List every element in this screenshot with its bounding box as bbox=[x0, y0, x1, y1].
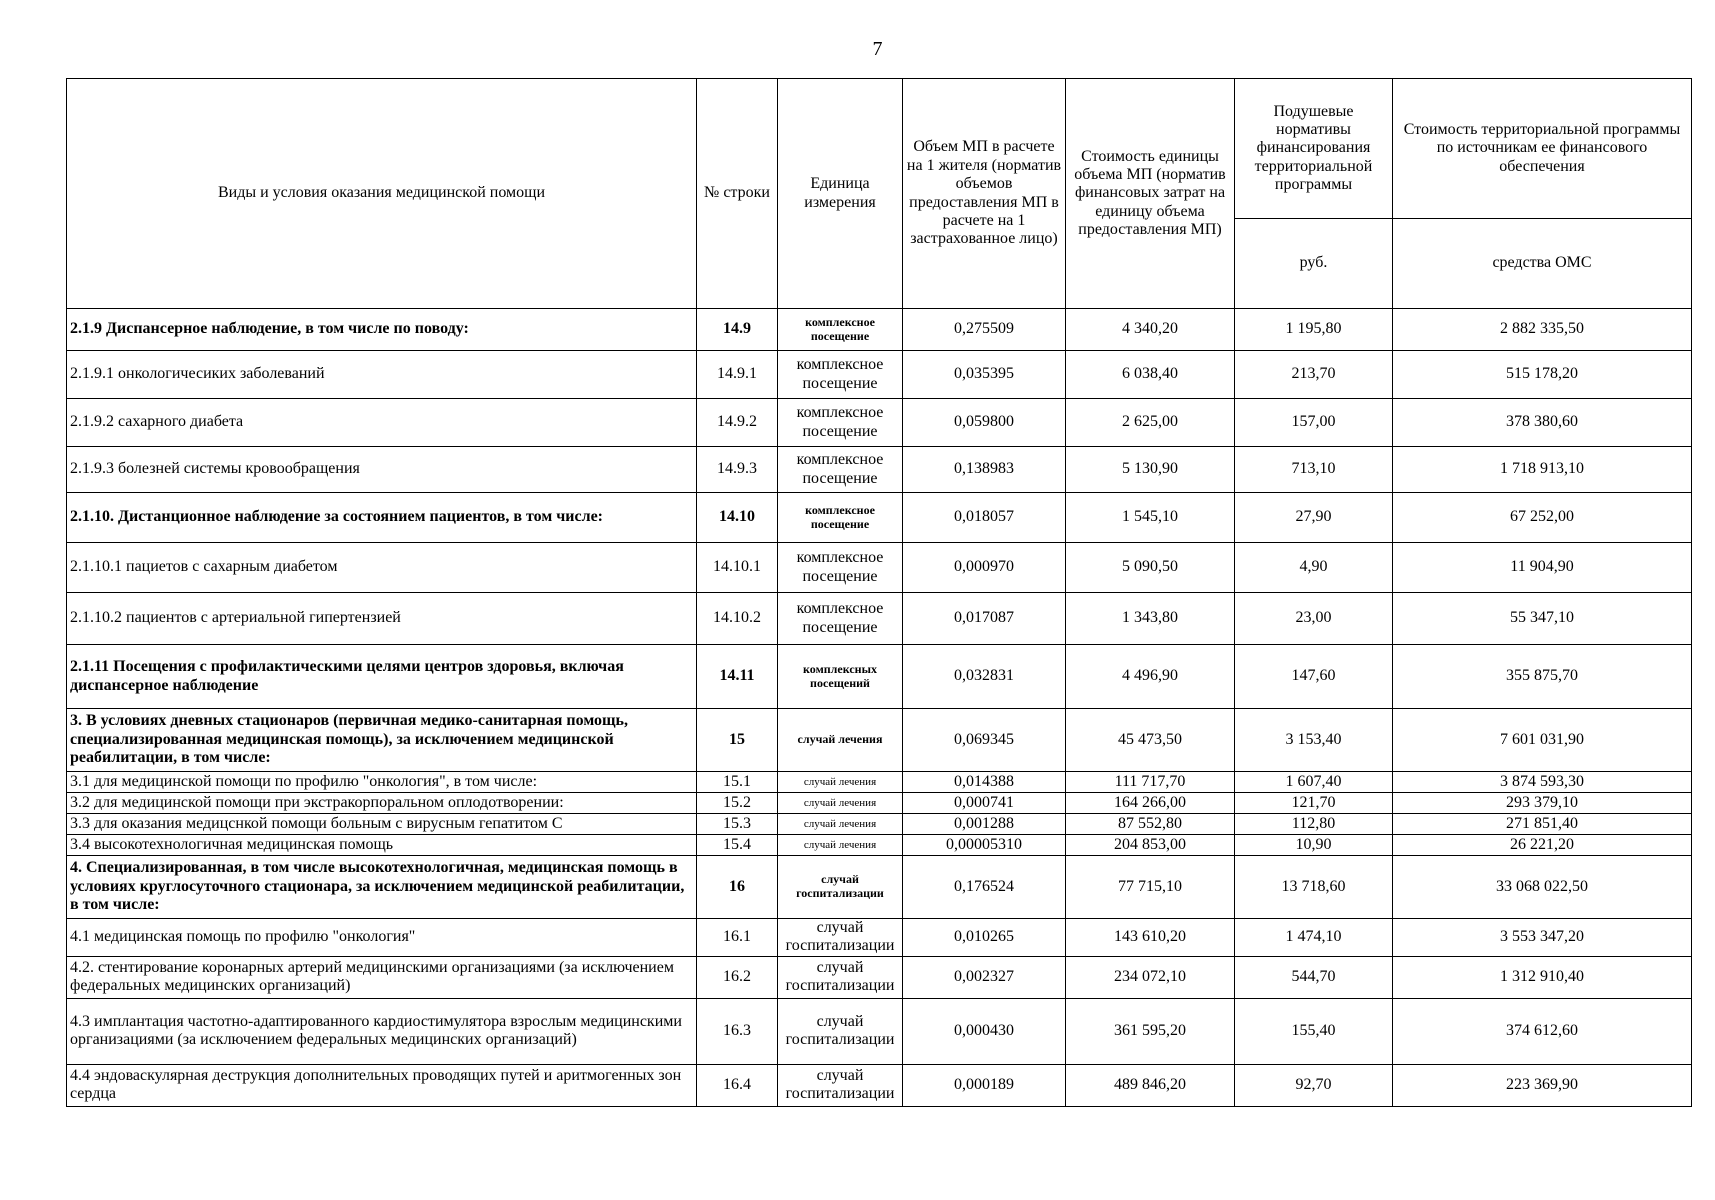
row-cost: 1 343,80 bbox=[1066, 593, 1235, 645]
row-cost: 6 038,40 bbox=[1066, 351, 1235, 399]
row-cost: 45 473,50 bbox=[1066, 709, 1235, 772]
row-unit: случай госпитализации bbox=[778, 998, 903, 1064]
row-volume: 0,000430 bbox=[903, 998, 1066, 1064]
row-program-cost: 11 904,90 bbox=[1393, 543, 1692, 593]
row-unit: случай лечения bbox=[778, 772, 903, 793]
row-line-number: 15.1 bbox=[697, 772, 778, 793]
row-name: 4.4 эндоваскулярная деструкция дополнительных проводящих путей и аритмогенных зон сердца bbox=[67, 1064, 697, 1106]
row-cost: 2 625,00 bbox=[1066, 399, 1235, 447]
row-unit: комплексное посещение bbox=[778, 593, 903, 645]
row-line-number: 15 bbox=[697, 709, 778, 772]
row-cost: 77 715,10 bbox=[1066, 856, 1235, 919]
row-cost: 143 610,20 bbox=[1066, 919, 1235, 957]
table-row bbox=[67, 772, 1692, 793]
row-program-cost: 378 380,60 bbox=[1393, 399, 1692, 447]
row-per-capita: 112,80 bbox=[1235, 814, 1393, 835]
row-program-cost: 26 221,20 bbox=[1393, 835, 1692, 856]
row-unit: случай лечения bbox=[778, 835, 903, 856]
row-per-capita: 27,90 bbox=[1235, 493, 1393, 543]
header-line-no: № строки bbox=[697, 79, 778, 309]
row-program-cost: 3 553 347,20 bbox=[1393, 919, 1692, 957]
row-program-cost: 55 347,10 bbox=[1393, 593, 1692, 645]
row-unit: комплексное посещение bbox=[778, 309, 903, 351]
row-program-cost: 355 875,70 bbox=[1393, 645, 1692, 709]
row-cost: 1 545,10 bbox=[1066, 493, 1235, 543]
row-cost: 4 340,20 bbox=[1066, 309, 1235, 351]
row-unit: случай лечения bbox=[778, 709, 903, 772]
header-volume: Объем МП в расчете на 1 жителя (норматив объемов предоставления МП в расчете на 1 застрахованное лицо) bbox=[903, 79, 1066, 309]
row-program-cost: 1 312 910,40 bbox=[1393, 956, 1692, 998]
row-line-number: 16.2 bbox=[697, 956, 778, 998]
row-volume: 0,014388 bbox=[903, 772, 1066, 793]
table-row bbox=[67, 309, 1692, 351]
header-program-cost-source: средства ОМС bbox=[1393, 219, 1692, 309]
row-per-capita: 4,90 bbox=[1235, 543, 1393, 593]
table-row bbox=[67, 856, 1692, 919]
row-program-cost: 515 178,20 bbox=[1393, 351, 1692, 399]
row-per-capita: 157,00 bbox=[1235, 399, 1393, 447]
table-row bbox=[67, 919, 1692, 957]
row-cost: 4 496,90 bbox=[1066, 645, 1235, 709]
row-line-number: 14.9.1 bbox=[697, 351, 778, 399]
row-program-cost: 3 874 593,30 bbox=[1393, 772, 1692, 793]
row-line-number: 14.10 bbox=[697, 493, 778, 543]
header-cost: Стоимость единицы объема МП (норматив финансовых затрат на единицу объема предоставления МП) bbox=[1066, 79, 1235, 309]
table-row bbox=[67, 956, 1692, 998]
row-name: 2.1.11 Посещения с профилактическими целями центров здоровья, включая диспансерное наблюдение bbox=[67, 645, 697, 709]
row-line-number: 16.3 bbox=[697, 998, 778, 1064]
row-per-capita: 147,60 bbox=[1235, 645, 1393, 709]
row-cost: 5 090,50 bbox=[1066, 543, 1235, 593]
row-line-number: 16.1 bbox=[697, 919, 778, 957]
row-line-number: 15.4 bbox=[697, 835, 778, 856]
row-line-number: 14.11 bbox=[697, 645, 778, 709]
row-per-capita: 713,10 bbox=[1235, 447, 1393, 493]
row-name: 3.1 для медицинской помощи по профилю "онкология", в том числе: bbox=[67, 772, 697, 793]
row-per-capita: 213,70 bbox=[1235, 351, 1393, 399]
row-program-cost: 1 718 913,10 bbox=[1393, 447, 1692, 493]
row-cost: 111 717,70 bbox=[1066, 772, 1235, 793]
row-name: 3.4 высокотехнологичная медицинская помощь bbox=[67, 835, 697, 856]
row-volume: 0,017087 bbox=[903, 593, 1066, 645]
row-name: 2.1.9.2 сахарного диабета bbox=[67, 399, 697, 447]
row-program-cost: 223 369,90 bbox=[1393, 1064, 1692, 1106]
row-per-capita: 10,90 bbox=[1235, 835, 1393, 856]
row-per-capita: 1 195,80 bbox=[1235, 309, 1393, 351]
row-volume: 0,275509 bbox=[903, 309, 1066, 351]
row-per-capita: 1 474,10 bbox=[1235, 919, 1393, 957]
row-cost: 489 846,20 bbox=[1066, 1064, 1235, 1106]
row-unit: случай госпитализации bbox=[778, 919, 903, 957]
row-line-number: 15.2 bbox=[697, 793, 778, 814]
row-name: 3. В условиях дневных стационаров (первичная медико-санитарная помощь, специализированная медицинская помощь), за исключением медицинской реабилитации, в том числе: bbox=[67, 709, 697, 772]
row-per-capita: 155,40 bbox=[1235, 998, 1393, 1064]
row-program-cost: 67 252,00 bbox=[1393, 493, 1692, 543]
row-name: 2.1.9.1 онкологичесиких заболеваний bbox=[67, 351, 697, 399]
row-unit: комплексное посещение bbox=[778, 399, 903, 447]
row-unit: комплексное посещение bbox=[778, 493, 903, 543]
row-unit: случай госпитализации bbox=[778, 1064, 903, 1106]
row-cost: 361 595,20 bbox=[1066, 998, 1235, 1064]
row-name: 2.1.10.1 пациетов с сахарным диабетом bbox=[67, 543, 697, 593]
row-program-cost: 271 851,40 bbox=[1393, 814, 1692, 835]
table-row bbox=[67, 1064, 1692, 1106]
row-volume: 0,001288 bbox=[903, 814, 1066, 835]
table-row bbox=[67, 351, 1692, 399]
row-volume: 0,002327 bbox=[903, 956, 1066, 998]
row-unit: комплексных посещений bbox=[778, 645, 903, 709]
row-line-number: 16 bbox=[697, 856, 778, 919]
row-program-cost: 33 068 022,50 bbox=[1393, 856, 1692, 919]
row-cost: 164 266,00 bbox=[1066, 793, 1235, 814]
table-body bbox=[67, 309, 1692, 1107]
row-cost: 5 130,90 bbox=[1066, 447, 1235, 493]
header-unit: Единица измерения bbox=[778, 79, 903, 309]
row-volume: 0,018057 bbox=[903, 493, 1066, 543]
row-line-number: 14.9.3 bbox=[697, 447, 778, 493]
row-volume: 0,032831 bbox=[903, 645, 1066, 709]
row-name: 2.1.9.3 болезней системы кровообращения bbox=[67, 447, 697, 493]
table-row bbox=[67, 493, 1692, 543]
row-unit: комплексное посещение bbox=[778, 447, 903, 493]
table-row bbox=[67, 399, 1692, 447]
row-program-cost: 7 601 031,90 bbox=[1393, 709, 1692, 772]
row-volume: 0,138983 bbox=[903, 447, 1066, 493]
row-volume: 0,035395 bbox=[903, 351, 1066, 399]
header-program-cost: Стоимость территориальной программы по источникам ее финансового обеспечения bbox=[1393, 79, 1692, 219]
row-name: 4.1 медицинская помощь по профилю "онкология" bbox=[67, 919, 697, 957]
table-row bbox=[67, 835, 1692, 856]
page-number: 7 bbox=[872, 38, 883, 60]
row-per-capita: 121,70 bbox=[1235, 793, 1393, 814]
row-line-number: 14.10.2 bbox=[697, 593, 778, 645]
row-line-number: 16.4 bbox=[697, 1064, 778, 1106]
row-name: 3.3 для оказания медицснкой помощи больным с вирусным гепатитом С bbox=[67, 814, 697, 835]
row-per-capita: 1 607,40 bbox=[1235, 772, 1393, 793]
table-row bbox=[67, 447, 1692, 493]
row-volume: 0,000741 bbox=[903, 793, 1066, 814]
row-per-capita: 3 153,40 bbox=[1235, 709, 1393, 772]
row-unit: случай лечения bbox=[778, 793, 903, 814]
row-cost: 234 072,10 bbox=[1066, 956, 1235, 998]
row-name: 4.2. стентирование коронарных артерий медицинскими организациями (за исключением федеральных медицинских организаций) bbox=[67, 956, 697, 998]
header-per-capita: Подушевые нормативы финансирования территориальной программы bbox=[1235, 79, 1393, 219]
row-cost: 87 552,80 bbox=[1066, 814, 1235, 835]
row-name: 2.1.9 Диспансерное наблюдение, в том числе по поводу: bbox=[67, 309, 697, 351]
table-row bbox=[67, 814, 1692, 835]
table-row bbox=[67, 593, 1692, 645]
row-unit: комплексное посещение bbox=[778, 351, 903, 399]
row-per-capita: 544,70 bbox=[1235, 956, 1393, 998]
row-volume: 0,059800 bbox=[903, 399, 1066, 447]
row-volume: 0,00005310 bbox=[903, 835, 1066, 856]
row-volume: 0,176524 bbox=[903, 856, 1066, 919]
row-per-capita: 13 718,60 bbox=[1235, 856, 1393, 919]
row-name: 3.2 для медицинской помощи при экстракорпоральном оплодотворении: bbox=[67, 793, 697, 814]
table-row bbox=[67, 709, 1692, 772]
row-line-number: 15.3 bbox=[697, 814, 778, 835]
row-unit: случай лечения bbox=[778, 814, 903, 835]
table-row bbox=[67, 543, 1692, 593]
row-per-capita: 92,70 bbox=[1235, 1064, 1393, 1106]
row-cost: 204 853,00 bbox=[1066, 835, 1235, 856]
row-unit: случай госпитализации bbox=[778, 956, 903, 998]
row-name: 2.1.10.2 пациентов с артериальной гипертензией bbox=[67, 593, 697, 645]
row-volume: 0,010265 bbox=[903, 919, 1066, 957]
row-per-capita: 23,00 bbox=[1235, 593, 1393, 645]
row-line-number: 14.9.2 bbox=[697, 399, 778, 447]
row-name: 2.1.10. Дистанционное наблюдение за состоянием пациентов, в том числе: bbox=[67, 493, 697, 543]
row-line-number: 14.9 bbox=[697, 309, 778, 351]
row-program-cost: 2 882 335,50 bbox=[1393, 309, 1692, 351]
table-row bbox=[67, 998, 1692, 1064]
row-program-cost: 293 379,10 bbox=[1393, 793, 1692, 814]
header-type: Виды и условия оказания медицинской помощи bbox=[67, 79, 697, 309]
financing-table bbox=[66, 78, 1692, 1107]
row-volume: 0,069345 bbox=[903, 709, 1066, 772]
table-row bbox=[67, 793, 1692, 814]
row-line-number: 14.10.1 bbox=[697, 543, 778, 593]
row-unit: случай госпитализации bbox=[778, 856, 903, 919]
row-volume: 0,000189 bbox=[903, 1064, 1066, 1106]
header-per-capita-unit: руб. bbox=[1235, 219, 1393, 309]
row-volume: 0,000970 bbox=[903, 543, 1066, 593]
table-row bbox=[67, 645, 1692, 709]
row-name: 4.3 имплантация частотно-адаптированного кардиостимулятора взрослым медицинскими организациями (за исключением федеральных медицинских организаций) bbox=[67, 998, 697, 1064]
row-program-cost: 374 612,60 bbox=[1393, 998, 1692, 1064]
row-unit: комплексное посещение bbox=[778, 543, 903, 593]
row-name: 4. Специализированная, в том числе высокотехнологичная, медицинская помощь в условиях круглосуточного стационара, за исключением медицинской реабилитации, в том числе: bbox=[67, 856, 697, 919]
